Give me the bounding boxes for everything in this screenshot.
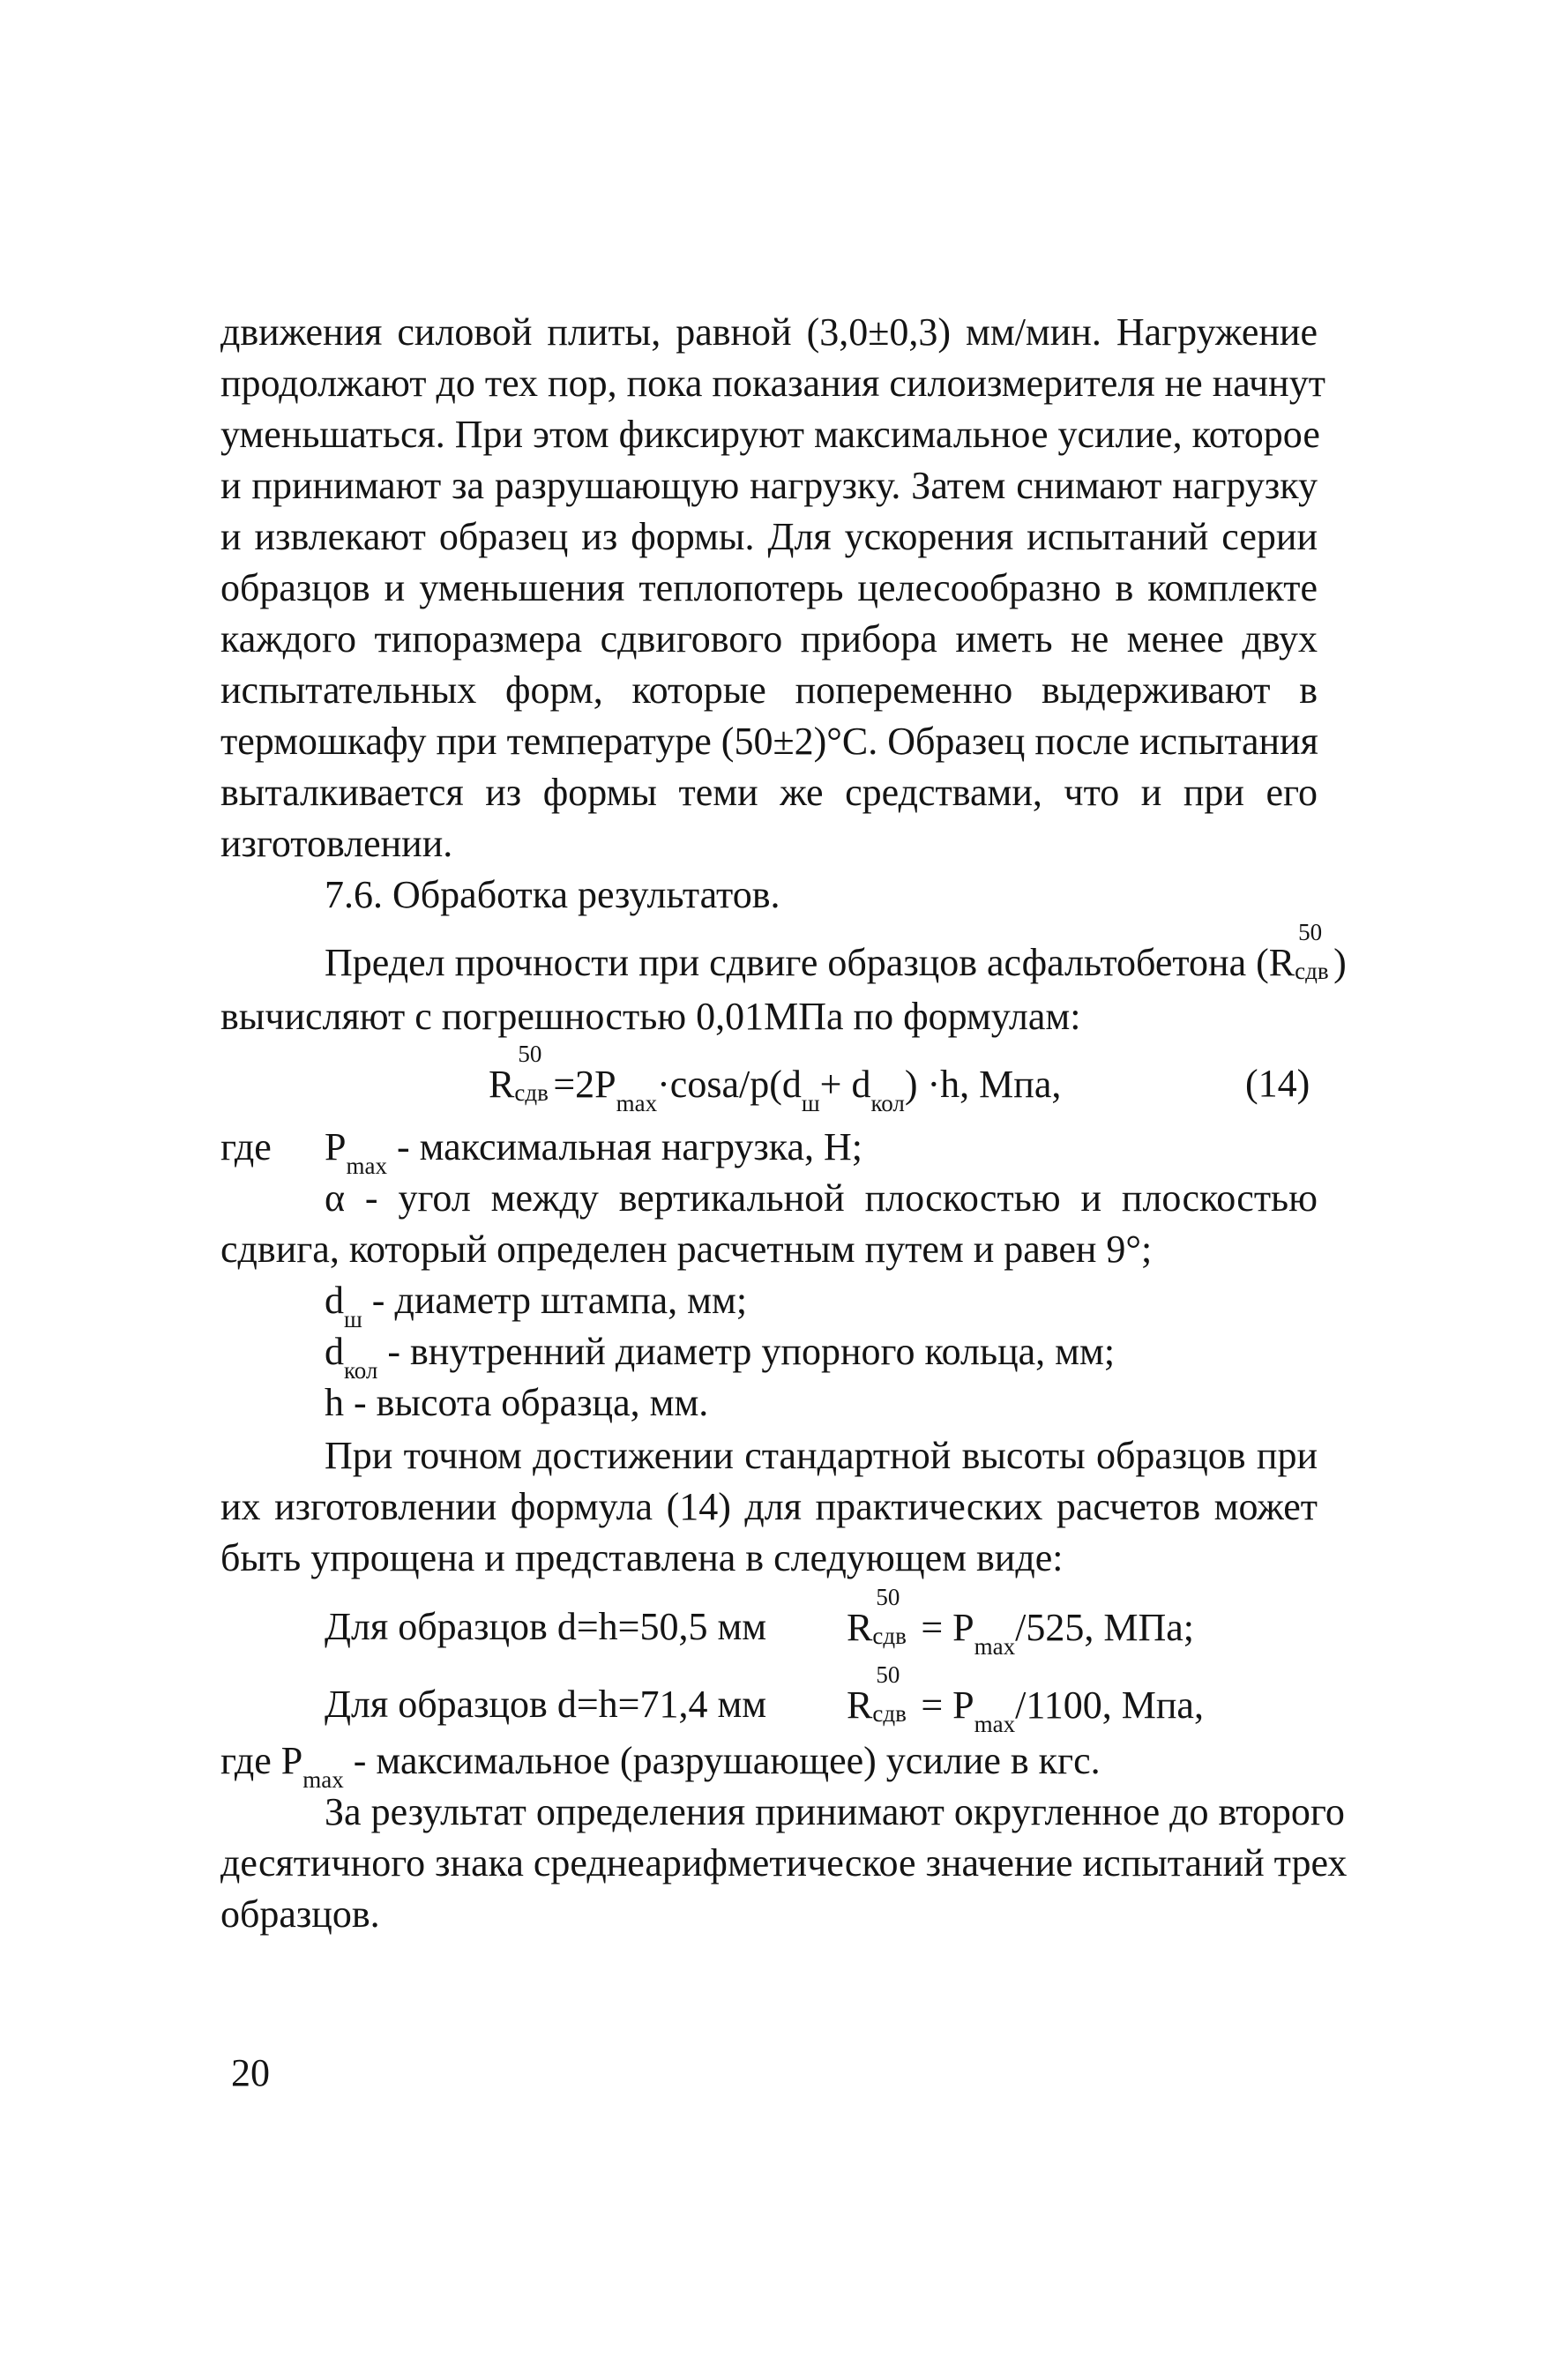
superscript: 50 xyxy=(1298,919,1323,945)
subscript: кол xyxy=(344,1357,378,1384)
superscript: 50 xyxy=(518,1041,542,1067)
paragraph-line: десятичного знака среднеарифметическое значение испытаний трех xyxy=(220,1841,1348,1885)
paragraph-line: За результат определения принимают округленное до второго xyxy=(325,1790,1345,1833)
page-number: 20 xyxy=(231,2051,270,2094)
formula-symbol: R xyxy=(489,1063,515,1106)
paragraph-line: При точном достижении стандартной высоты образцов при xyxy=(325,1434,1318,1477)
subscript: сдв xyxy=(872,1700,907,1727)
formula-symbol: R xyxy=(1268,941,1295,984)
paragraph-line: и извлекают образец из формы. Для ускорения испытаний серии xyxy=(220,515,1318,558)
paragraph-line: выталкивается из формы теми же средствами, что и при его xyxy=(220,771,1318,814)
paragraph-line: их изготовлении формула (14) для практических расчетов может xyxy=(220,1485,1318,1528)
superscript: 50 xyxy=(876,1584,900,1610)
subscript: сдв xyxy=(514,1079,549,1106)
formula-symbol: d xyxy=(325,1330,344,1373)
formula-symbol: d xyxy=(325,1279,344,1322)
definition-pmax xyxy=(325,1122,862,1177)
paragraph-line: образцов. xyxy=(220,1892,380,1936)
definition-h: h - высота образца, мм. xyxy=(325,1381,709,1424)
formula-14 xyxy=(489,1041,1062,1116)
definition-text: - максимальная нагрузка, Н; xyxy=(386,1125,863,1168)
subscript: max xyxy=(974,1711,1016,1737)
paragraph-line: образцов и уменьшения теплопотерь целесообразно в комплекте xyxy=(220,566,1318,609)
subscript: ш xyxy=(344,1306,362,1332)
simplified-formula xyxy=(847,1661,1204,1737)
definition-dsh xyxy=(325,1275,747,1331)
equation-number: (14) xyxy=(1245,1062,1310,1105)
paragraph-line: и принимают за разрушающую нагрузку. Затем снимают нагрузку xyxy=(220,464,1318,507)
subscript: кол xyxy=(870,1090,905,1116)
subscript: сдв xyxy=(872,1623,907,1649)
where-text: где P xyxy=(220,1739,303,1782)
formula-symbol: R xyxy=(847,1606,873,1649)
paragraph-line: быть упрощена и представлена в следующем виде: xyxy=(220,1536,1064,1579)
definition-alpha: сдвига, который определен расчетным путем и равен 9°; xyxy=(220,1228,1153,1271)
paragraph-line: уменьшаться. При этом фиксируют максимальное усилие, которое xyxy=(220,413,1320,456)
subscript: max xyxy=(346,1153,387,1179)
subscript: ш xyxy=(801,1090,820,1116)
formula-text: =2P xyxy=(553,1063,616,1106)
formula-indices xyxy=(872,1584,911,1649)
definition-alpha: α - угол между вертикальной плоскостью и плоскостью xyxy=(325,1176,1318,1220)
paragraph-text: ) xyxy=(1333,941,1347,984)
formula-text: = P xyxy=(911,1683,974,1727)
subscript: max xyxy=(302,1766,344,1793)
subscript: max xyxy=(974,1633,1016,1660)
simplified-label: Для образцов d=h=50,5 мм xyxy=(325,1605,767,1648)
formula-symbol: P xyxy=(325,1125,347,1168)
definition-dkol xyxy=(325,1326,1115,1382)
paragraph-line: изготовлении. xyxy=(220,822,453,865)
paragraph-line: каждого типоразмера сдвигового прибора иметь не менее двух xyxy=(220,617,1318,661)
paragraph-line: вычисляют с погрешностью 0,01МПа по формулам: xyxy=(220,995,1081,1038)
formula-symbol: R xyxy=(847,1683,873,1727)
where-text: - максимальное (разрушающее) усилие в кгс. xyxy=(343,1739,1101,1782)
superscript: 50 xyxy=(876,1661,900,1688)
formula-indices xyxy=(514,1041,553,1106)
simplified-label: Для образцов d=h=71,4 мм xyxy=(325,1683,767,1726)
subscript: сдв xyxy=(1295,958,1329,984)
formula-text: ·cosa/p(d xyxy=(657,1063,802,1106)
paragraph-line: испытательных форм, которые попеременно выдерживают в xyxy=(220,668,1318,712)
definition-text: - внутренний диаметр упорного кольца, мм; xyxy=(377,1330,1116,1373)
paragraph-line: термошкафу при температуре (50±2)°С. Образец после испытания xyxy=(220,720,1318,763)
paragraph-line xyxy=(325,919,1347,989)
formula-text: = P xyxy=(911,1606,974,1649)
formula-indices xyxy=(1295,919,1333,984)
formula-text: /1100, Мпа, xyxy=(1015,1683,1204,1727)
paragraph-text: Предел прочности при сдвиге образцов асфальтобетона ( xyxy=(325,941,1269,984)
paragraph-line: движения силовой плиты, равной (3,0±0,3) мм/мин. Нагружение xyxy=(220,310,1318,354)
formula-text: ) ·h, Мпа, xyxy=(904,1063,1062,1106)
formula-indices xyxy=(872,1661,911,1727)
subscript: max xyxy=(616,1090,658,1116)
section-heading: 7.6. Обработка результатов. xyxy=(325,873,780,916)
paragraph-line: продолжают до тех пор, пока показания силоизмерителя не начнут xyxy=(220,362,1325,405)
where-pmax xyxy=(220,1735,1101,1791)
formula-text: + d xyxy=(819,1063,871,1106)
where-label: где xyxy=(220,1125,272,1168)
simplified-formula xyxy=(847,1584,1195,1660)
formula-text: /525, МПа; xyxy=(1015,1606,1195,1649)
definition-text: - диаметр штампа, мм; xyxy=(362,1279,748,1322)
